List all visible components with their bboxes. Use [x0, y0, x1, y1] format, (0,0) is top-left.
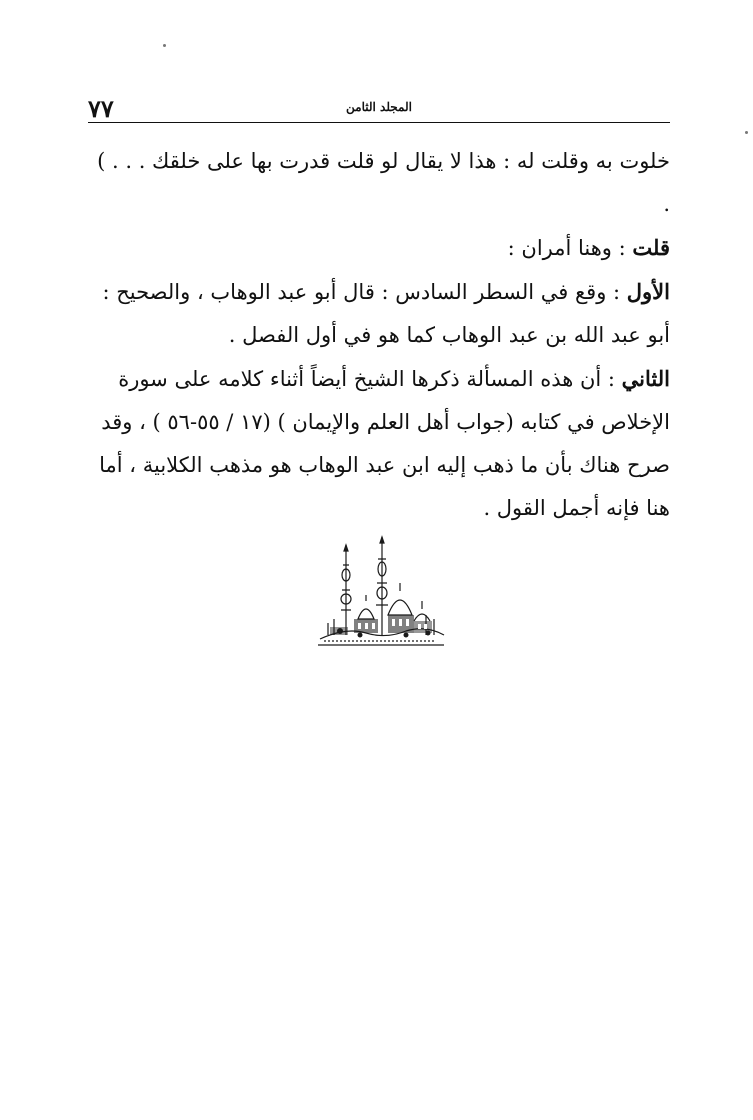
first-text: : وقع في السطر السادس : قال أبو عبد الوهاب ، والصحيح : أبو عبد الله بن عبد الوهاب كما هو في أول الفصل . — [102, 280, 670, 347]
paragraph-first — [88, 270, 670, 357]
paragraph-qult — [88, 226, 670, 270]
continuation-line: خلوت به وقلت له : هذا لا يقال لو قلت قدرت بها على خلقك . . . ) . — [97, 149, 670, 216]
qult-text: : وهنا أمران : — [507, 236, 633, 260]
page-number: ٧٧ — [88, 94, 114, 123]
second-text: : أن هذه المسألة ذكرها الشيخ أيضاً أثناء كلامه على سورة الإخلاص في كتابه (جواب أهل العلم والإيمان ) (١٧ / ٥٥-٥٦ ) ، وقد صرح هناك بأن ما ذهب إليه ابن عبد الوهاب هو مذهب الكلابية ، أما هنا فإنه أجمل القول . — [99, 367, 670, 520]
scan-speck — [745, 131, 748, 134]
body-text — [88, 140, 670, 530]
mosque-minarets-icon — [316, 535, 446, 647]
paragraph-second — [88, 357, 670, 530]
scan-speck — [163, 44, 166, 47]
first-heading: الأول — [626, 279, 670, 304]
running-title: المجلد الثامن — [346, 100, 412, 114]
page-header — [88, 92, 670, 123]
second-heading: الثاني — [621, 366, 670, 391]
qult-heading: قلت — [632, 235, 670, 260]
